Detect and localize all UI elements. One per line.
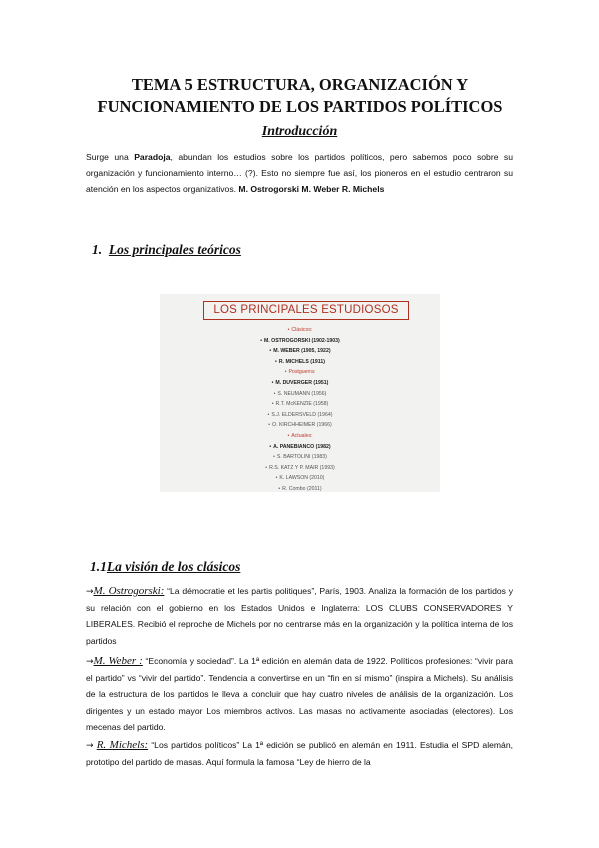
figure-list-item <box>160 431 440 442</box>
bullet-icon: • <box>260 337 262 344</box>
figure-heading: LOS PRINCIPALES ESTUDIOSOS <box>203 301 409 320</box>
figure-list-item <box>160 463 440 474</box>
figure-list-item <box>160 389 440 400</box>
bullet-icon: • <box>275 475 278 482</box>
bullet-icon: • <box>271 401 274 408</box>
title-line-1: TEMA 5 ESTRUCTURA, ORGANIZACIÓN Y <box>131 75 469 94</box>
figure-list-item-text: O. KIRCHHEIMER (1966) <box>272 422 332 429</box>
weber-author: M. Weber : <box>93 655 143 667</box>
bullet-icon: • <box>287 327 290 333</box>
bullet-icon: • <box>271 379 274 386</box>
figure-list-item-text: S. BARTOLINI (1983) <box>276 454 327 461</box>
scholars-figure <box>160 294 440 492</box>
arrow-icon: → <box>86 657 94 667</box>
bullet-icon: • <box>265 464 268 471</box>
figure-list-item <box>160 367 440 378</box>
figure-list-item-text: M. OSTROGORSKI (1902-1903) <box>263 337 340 344</box>
bullet-icon: • <box>269 348 272 355</box>
figure-list-item-text: A. PANEBIANCO (1982) <box>273 443 331 450</box>
ostrogorski-author: M. Ostrogorski: <box>93 585 165 597</box>
figure-list-item-text: K. LAWSON (2010) <box>279 475 325 482</box>
figure-list-item <box>160 399 440 410</box>
weber-paragraph <box>86 653 513 735</box>
bullet-icon: • <box>284 369 287 376</box>
michels-paragraph <box>86 737 513 770</box>
section-1-number: 1. <box>92 242 103 257</box>
arrow-icon: → <box>86 587 94 597</box>
figure-list-item <box>160 442 440 453</box>
bullet-icon: • <box>273 454 275 461</box>
section-1-1-title: La visión de los clásicos <box>106 559 241 574</box>
document-title <box>60 74 540 118</box>
bullet-icon: • <box>275 358 277 365</box>
section-1-heading <box>92 242 241 258</box>
figure-list-item <box>160 420 440 431</box>
figure-list-item-text: R. MICHELS (1911) <box>278 358 325 365</box>
bullet-icon: • <box>278 485 281 492</box>
figure-scholar-list <box>160 325 440 495</box>
intro-paragraph <box>86 149 513 198</box>
michels-text: “Los partidos políticos” La 1ª edición se publicó en alemán en 1911. Estudia el SPD alemán, prototipo del partido de masas. Aquí formula la famosa “Ley de hierro de la <box>86 740 514 768</box>
bullet-icon: • <box>269 443 272 450</box>
figure-list-item <box>160 484 440 495</box>
figure-list-item-text: S.J. ELDERSVELD (1964) <box>271 411 333 418</box>
intro-bold-paradoja: Paradoja <box>134 152 171 162</box>
ostrogorski-text: “La démocratie et les partis politiques”, París, 1903. Analiza la formación de los partidos y su relación con el gobierno en los Estados Unidos e Inglaterra: LOS CLUBS CONSERVADORES Y LIBERALES. Recibió el reproche de Michels por no centrarse más en la organización y la política interna de los partidos <box>86 586 513 646</box>
figure-list-item-text: M. WEBER (1905, 1922) <box>273 348 331 355</box>
figure-list-item-text: R.T. McKENZIE (1958) <box>275 401 329 408</box>
title-line-2: FUNCIONAMIENTO DE LOS PARTIDOS POLÍTICOS <box>97 97 503 116</box>
bullet-icon: • <box>268 422 271 429</box>
figure-list-item-text: Postguerra: <box>288 369 316 376</box>
section-1-title: Los principales teóricos <box>108 242 241 257</box>
figure-list-item <box>160 378 440 389</box>
figure-list-item-text: R. Combo (2011) <box>282 485 322 492</box>
intro-bold-authors: M. Ostrogorski M. Weber R. Michels <box>238 184 385 195</box>
figure-list-item-text: M. DUVERGER (1951) <box>275 379 329 386</box>
figure-list-item-text: Actuales: <box>291 432 313 439</box>
bullet-icon: • <box>267 411 270 418</box>
intro-heading: Introducción <box>261 124 338 139</box>
figure-list-item-text: S. NEUMANN (1956) <box>277 390 327 397</box>
michels-author: R. Michels: <box>96 739 149 751</box>
figure-list-item <box>160 452 440 463</box>
weber-text: “Economía y sociedad”. La 1ª edición en alemán data de 1922. Políticos profesiones: “vivir para el partido” vs “vivir del partido”. Tendencia a convertirse en un “fin en sí mismo” (inspira a Michels). Su análisis de la estructura de los partidos le lleva a concluir que hay cuatro niveles de análisis de la organización. Los dirigentes y un estado mayor Los miembros activos. Las masas no activamente asociadas (electores). Los mecenas del partido. <box>86 656 514 732</box>
figure-list-item-text: R.S. KATZ Y P. MAIR (1993) <box>269 464 335 471</box>
bullet-icon: • <box>273 390 276 397</box>
bullet-icon: • <box>287 432 290 439</box>
section-1-1-number: 1.1 <box>90 559 107 574</box>
section-1-1-heading <box>90 559 240 575</box>
arrow-icon: → <box>86 741 94 751</box>
figure-list-item <box>160 473 440 484</box>
ostrogorski-paragraph <box>86 583 513 649</box>
figure-list-item <box>160 325 440 336</box>
figure-list-item <box>160 336 440 347</box>
figure-list-item-text: Clásicos: <box>291 327 313 333</box>
intro-text-2: , abundan los estudios sobre los partidos políticos, pero sabemos poco sobre su organización y funcionamiento interno… (?). Esto no siempre fue así, los pioneros en el estudio centraron su atención en los aspectos organizativos. <box>86 152 514 195</box>
intro-text-1: Surge una <box>86 152 135 162</box>
figure-list-item <box>160 357 440 368</box>
figure-list-item <box>160 410 440 421</box>
figure-list-item <box>160 346 440 357</box>
